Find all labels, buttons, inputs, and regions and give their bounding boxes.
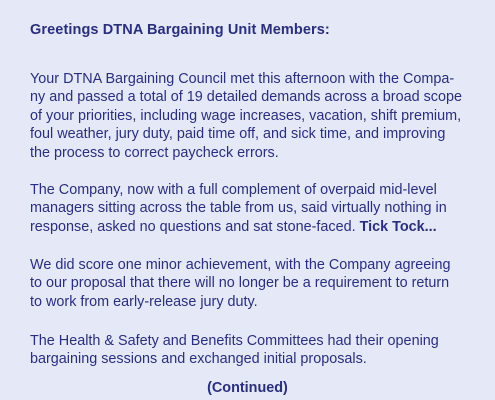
paragraph-line: Your DTNA Bargaining Council met this afternoon with the Compa- bbox=[30, 71, 455, 87]
tick-tock-emphasis: Tick Tock... bbox=[359, 218, 437, 235]
paragraph-line: The Company, now with a full complement of overpaid mid-level bbox=[30, 182, 437, 198]
paragraph-company-response bbox=[30, 181, 470, 236]
paragraph-line: to work from early-release jury duty. bbox=[30, 293, 258, 310]
paragraph-line: to our proposal that there will no longer be a requirement to return bbox=[30, 275, 450, 292]
continued-label: (Continued) bbox=[207, 380, 288, 396]
paragraph-council-demands bbox=[30, 70, 470, 162]
paragraph-line bbox=[30, 218, 470, 236]
paragraph-text: response, asked no questions and sat stone-faced. bbox=[30, 218, 360, 235]
greeting-heading: Greetings DTNA Bargaining Unit Members: bbox=[30, 22, 330, 38]
paragraph-line: the process to correct paycheck errors. bbox=[30, 144, 279, 161]
paragraph-line: bargaining sessions and exchanged initial proposals. bbox=[30, 351, 367, 368]
paragraph-line: ny and passed a total of 19 detailed demands across a broad scope bbox=[30, 89, 463, 106]
paragraph-line: foul weather, jury duty, paid time off, and sick time, and improving bbox=[30, 126, 446, 143]
paragraph-line: managers sitting across the table from us, said virtually nothing in bbox=[30, 200, 447, 217]
paragraph-committees bbox=[30, 332, 470, 369]
paragraph-line: of your priorities, including wage increases, vacation, shift premium, bbox=[30, 107, 462, 124]
paragraph-line: The Health & Safety and Benefits Committees had their opening bbox=[30, 333, 439, 349]
paragraph-jury-duty bbox=[30, 256, 470, 311]
paragraph-line: We did score one minor achievement, with the Company agreeing bbox=[30, 257, 451, 273]
